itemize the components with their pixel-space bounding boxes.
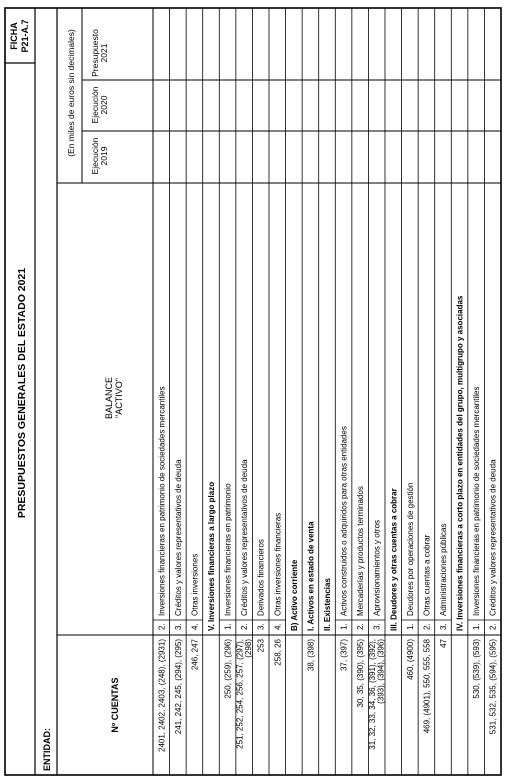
line-item-label: Activos construidos o adquiridos para otras entidades [339, 426, 349, 616]
table-row [435, 8, 452, 775]
table-row [389, 8, 401, 775]
section-heading: IV. Inversiones financieras a corto plazo en entidades del grupo, multigrupo y asociadas [455, 295, 465, 631]
table-row [352, 8, 369, 775]
account-codes: 460, (4900) [405, 639, 415, 680]
table-row [290, 8, 302, 775]
table-row [418, 8, 435, 775]
section-heading: B) Activo corriente [289, 559, 299, 631]
table-row [236, 8, 254, 775]
item-number: 1. [223, 623, 233, 630]
table-row [186, 8, 203, 775]
account-codes: (298) [244, 639, 254, 658]
account-codes: 241, 242, 245, (294), (295) [173, 639, 183, 735]
section-heading: V. Inversiones financieras a largo plazo [207, 481, 216, 631]
table-row [468, 8, 485, 775]
item-number: 1. [472, 623, 482, 630]
table-row [306, 8, 318, 775]
table-row [484, 8, 501, 775]
table-row [170, 8, 187, 775]
item-number: 2. [157, 623, 167, 630]
item-number: 4. [273, 623, 283, 630]
budget-2021-header-line2: 2021 [99, 43, 109, 63]
line-item-label: Inversiones financieras en patrimonio [223, 483, 233, 616]
account-codes: 30, 35, (390), (395) [356, 639, 366, 708]
exec-2019-header-line2: 2019 [99, 146, 109, 166]
line-item-label: Inversiones financieras en patrimonio de sociedades mercantiles [472, 386, 482, 616]
table-row [323, 8, 335, 775]
account-codes: 253 [256, 639, 266, 653]
line-item-label: Créditos y valores representativos de deuda [240, 459, 250, 616]
account-codes: (393), (394), (396) [376, 639, 386, 704]
item-number: 1. [405, 623, 415, 630]
table-row [219, 8, 236, 775]
line-item-label: Deudores por operaciones de gestión [405, 482, 415, 616]
account-codes: 37, (397) [339, 639, 349, 672]
item-number: 2. [422, 623, 432, 630]
item-number: 3. [439, 623, 448, 630]
exec-2019-header-line1: Ejecución [90, 137, 100, 175]
table-body [153, 8, 501, 775]
line-item-label: Otras inversiones financieras [273, 512, 283, 616]
balance-title-line1: BALANCE [104, 376, 114, 420]
table-row [153, 8, 170, 775]
table-row [269, 8, 286, 775]
account-codes: 31, 32, 33, 34, 36, (391), (392), [368, 639, 378, 750]
account-codes: 246, 247 [190, 639, 200, 671]
header-title: PRESUPUESTOS GENERALES DEL ESTADO 2021 [16, 267, 28, 519]
account-column-header: Nº CUENTAS [110, 677, 120, 733]
item-number: 3. [372, 623, 382, 630]
item-number: 2. [356, 623, 366, 630]
entity-label: ENTIDAD: [42, 728, 52, 771]
item-number: 2. [488, 623, 498, 630]
units-note: (En miles de euros sin decimales) [66, 29, 76, 157]
account-codes: 38, (398) [306, 639, 316, 672]
account-codes: 250, (259), (296) [223, 639, 233, 699]
account-codes: 469, (4901), 550, 555, 558 [422, 639, 432, 734]
line-item-label: Otras inversiones [190, 553, 200, 616]
exec-2020-header-line1: Ejecución [90, 86, 100, 124]
table-row [368, 8, 386, 775]
table-row [207, 8, 219, 775]
table-row [335, 8, 352, 775]
exec-2020-header-line2: 2020 [99, 95, 109, 115]
line-item-label: Administraciones públicas [439, 523, 448, 616]
item-number: 3. [173, 623, 183, 630]
table-row [456, 8, 468, 775]
form-code-line2: P21-A.7 [20, 19, 30, 53]
account-codes: 258, 26 [273, 639, 283, 666]
account-codes: 47 [439, 639, 448, 648]
balance-title-line2: "ACTIVO" [114, 378, 124, 418]
item-number: 1. [339, 623, 349, 630]
budget-2021-header-line1: Presupuesto [90, 29, 100, 77]
table-row [402, 8, 419, 775]
account-codes: 531, 532, 535, (594), (595) [488, 639, 498, 735]
line-item-label: Inversiones financieras en patrimonio de sociedades mercantiles [157, 386, 167, 616]
account-codes: 2401, 2402, 2403, (248), (2931) [157, 639, 167, 752]
section-heading: I. Activos en estado de venta [306, 521, 316, 631]
table-row [252, 8, 269, 775]
line-item-label: Créditos y valores representativos de deuda [173, 459, 183, 616]
item-number: 2. [240, 623, 250, 630]
line-item-label: Mercaderías y productos terminados [356, 486, 366, 616]
item-number: 4. [190, 623, 200, 630]
section-heading: II. Existencias [323, 578, 332, 631]
line-item-label: Aprovisionamientos y otros [372, 519, 382, 616]
budget-form-sheet [5, 8, 501, 775]
item-number: 3. [256, 623, 266, 630]
line-item-label: Derivados financieros [256, 539, 266, 616]
section-heading: III. Deudores y otras cuentas a cobrar [389, 488, 399, 631]
account-codes: 530, (539), (593) [472, 639, 482, 699]
account-codes: 251, 252, 254, 256, 257, (297), [235, 639, 245, 749]
line-item-label: Créditos y valores representativos de deuda [488, 459, 498, 616]
form-code-line1: FICHA [9, 22, 19, 50]
line-item-label: Otras cuentas a cobrar [422, 534, 432, 616]
